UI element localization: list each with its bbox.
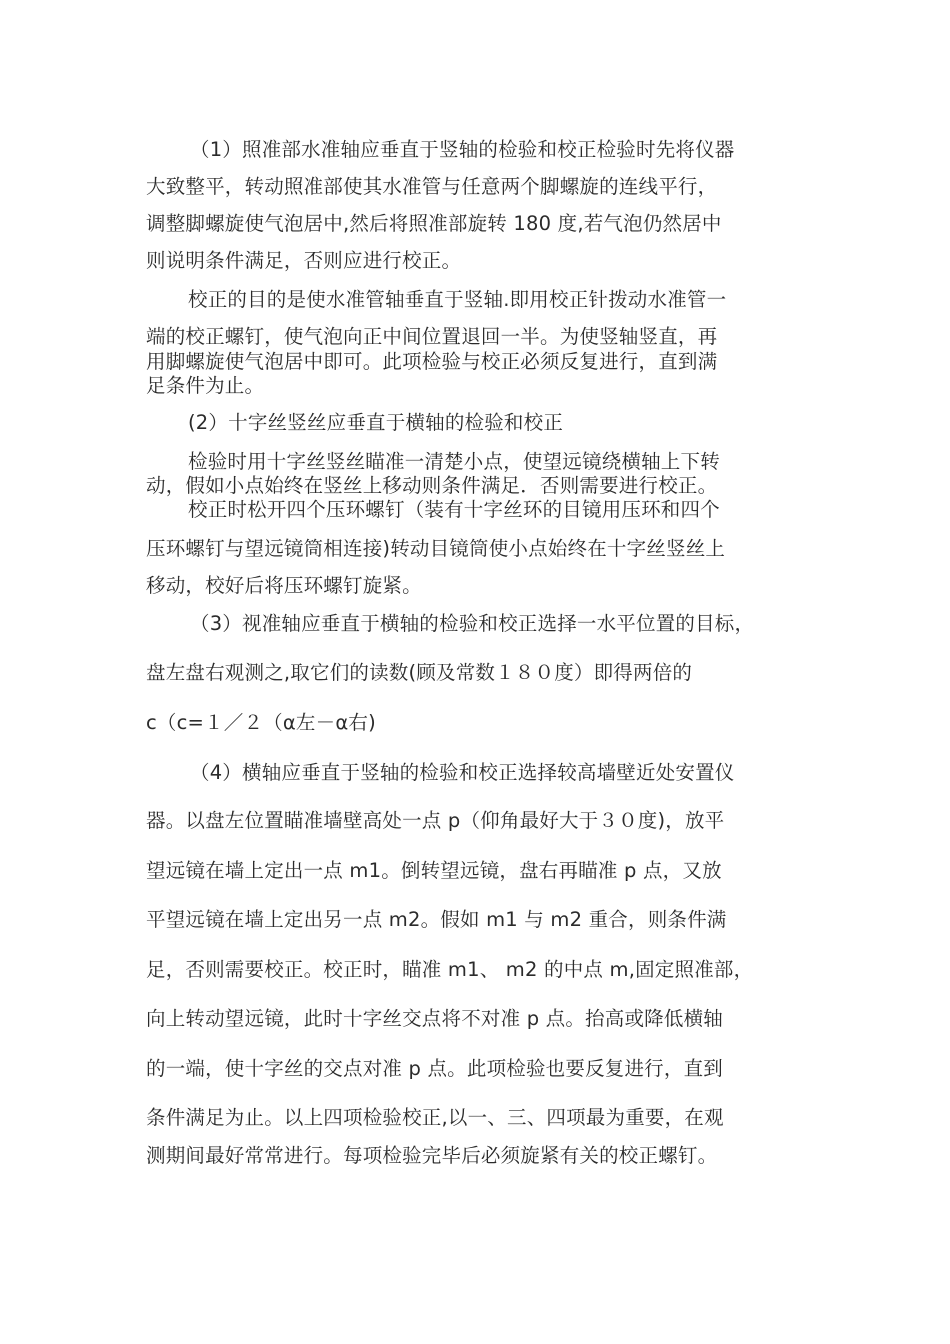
paragraph-7-line-5: 足，否则需要校正。校正时，瞄准 m1、 m2 的中点 m,固定照准部，	[146, 958, 754, 981]
paragraph-3-line-1: (2）十字丝竖丝应垂直于横轴的检验和校正	[188, 411, 564, 434]
paragraph-7-line-9: 测期间最好常常进行。每项检验完毕后必须旋紧有关的校正螺钉。	[146, 1144, 718, 1167]
paragraph-6-line-2: 盘左盘右观测之,取它们的读数(顾及常数１８０度）即得两倍的	[146, 661, 693, 684]
paragraph-4-line-2: 动，假如小点始终在竖丝上移动则条件满足．否则需要进行校正。	[146, 474, 718, 497]
paragraph-6-line-3: c（c=１／２（α左－α右)	[146, 711, 376, 734]
paragraph-7-line-1: （4）横轴应垂直于竖轴的检验和校正选择较高墙壁近处安置仪	[190, 761, 735, 784]
paragraph-4-line-1: 检验时用十字丝竖丝瞄准一清楚小点，使望远镜绕横轴上下转	[188, 450, 720, 473]
paragraph-7-line-6: 向上转动望远镜，此时十字丝交点将不对准 p 点。抬高或降低横轴	[146, 1007, 723, 1030]
paragraph-2-line-1: 校正的目的是使水准管轴垂直于竖轴.即用校正针拨动水准管一	[188, 288, 727, 311]
paragraph-1-line-1: （1）照准部水准轴应垂直于竖轴的检验和校正检验时先将仪器	[190, 138, 735, 161]
paragraph-5-line-3: 移动，校好后将压环螺钉旋紧。	[146, 574, 422, 597]
paragraph-2-line-3: 用脚螺旋使气泡居中即可。此项检验与校正必须反复进行，直到满	[146, 350, 718, 373]
paragraph-5-line-2: 压环螺钉与望远镜筒相连接)转动目镜筒使小点始终在十字丝竖丝上	[146, 537, 726, 560]
paragraph-5-line-1: 校正时松开四个压环螺钉（装有十字丝环的目镜用压环和四个	[188, 498, 720, 521]
paragraph-1-line-4: 则说明条件满足，否则应进行校正。	[146, 249, 462, 272]
paragraph-7-line-4: 平望远镜在墙上定出另一点 m2。假如 m1 与 m2 重合，则条件满	[146, 908, 727, 931]
paragraph-7-line-8: 条件满足为止。以上四项检验校正,以一、三、四项最为重要，在观	[146, 1106, 724, 1129]
paragraph-7-line-3: 望远镜在墙上定出一点 m1。倒转望远镜，盘右再瞄准 p 点，又放	[146, 859, 722, 882]
paragraph-7-line-2: 器。以盘左位置瞄准墙壁高处一点 p（仰角最好大于３０度)，放平	[146, 809, 725, 832]
paragraph-7-line-7: 的一端，使十字丝的交点对准 p 点。此项检验也要反复进行，直到	[146, 1057, 723, 1080]
paragraph-2-line-2: 端的校正螺钉，使气泡向正中间位置退回一半。为使竖轴竖直，再	[146, 325, 718, 348]
paragraph-6-line-1: （3）视准轴应垂直于横轴的检验和校正选择一水平位置的目标，	[190, 612, 755, 635]
paragraph-1-line-3: 调整脚螺旋使气泡居中,然后将照准部旋转 180 度,若气泡仍然居中	[146, 212, 722, 235]
paragraph-2-line-4: 足条件为止。	[146, 374, 265, 397]
paragraph-1-line-2: 大致整平，转动照准部使其水准管与任意两个脚螺旋的连线平行，	[146, 175, 718, 198]
